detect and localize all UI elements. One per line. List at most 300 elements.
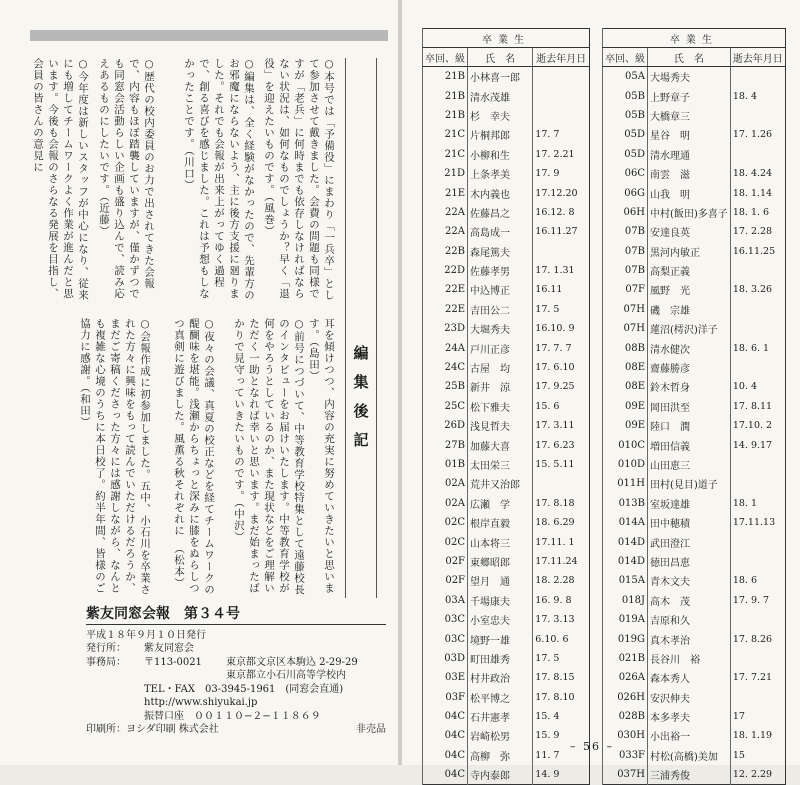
- death-date-cell: [533, 242, 590, 261]
- name-cell: 大堀秀夫: [468, 319, 533, 338]
- class-cell: 07B: [603, 261, 648, 280]
- office-label: 事務局：: [86, 656, 126, 668]
- name-cell: 大橋章三: [648, 106, 731, 125]
- death-date-cell: 17. 9: [533, 164, 590, 183]
- note-paragraph: ○夜々の会議、真夏の校正などを経てチームワークの醍醐味を堪能。浅瀬からちょっと深みに膝をぬらしつつ真剣に遊びました。風薫る秋それぞれに （松本）: [173, 318, 215, 596]
- death-date-cell: [730, 300, 785, 319]
- death-date-cell: 12. 2.29: [730, 765, 785, 785]
- class-cell: 019A: [603, 610, 648, 629]
- address-line: 東京都立小石川高等学校内: [226, 670, 346, 681]
- death-date-cell: 17. 5: [533, 649, 590, 668]
- death-date-cell: 11. 7: [533, 746, 590, 765]
- name-cell: 青木文夫: [648, 571, 731, 590]
- note-paragraph: ○前号につづいて、中等教育学校特集として遠藤校長のインタビューをお届けいたします。中等教育学校が何をやろうとしているのか、また現状などをご理解いただく一助となれば幸いと思います。まだ始まったばかりで見守っていきたいものです。（中沢）: [233, 318, 305, 596]
- name-cell: 杉 幸夫: [468, 106, 533, 125]
- table-row: [423, 319, 590, 338]
- zip-code: 〒113-0021: [144, 656, 202, 668]
- class-cell: 23D: [423, 319, 468, 338]
- death-date-cell: 17.11.24: [533, 552, 590, 571]
- death-date-cell: [730, 319, 785, 338]
- death-date-cell: [533, 106, 590, 125]
- death-date-cell: [730, 261, 785, 280]
- class-cell: 019G: [603, 629, 648, 648]
- table-row: [603, 591, 786, 610]
- class-cell: 03D: [423, 649, 468, 668]
- name-cell: 大場秀夫: [648, 67, 731, 87]
- name-cell: 齋藤勝彦: [648, 358, 731, 377]
- name-cell: 加藤大喜: [468, 435, 533, 454]
- name-cell: 古屋 均: [468, 358, 533, 377]
- table-row: [603, 688, 786, 707]
- class-cell: 02C: [423, 513, 468, 532]
- name-cell: 小室忠夫: [468, 610, 533, 629]
- death-date-cell: [730, 552, 785, 571]
- name-cell: 松平博之: [468, 688, 533, 707]
- name-cell: 南雲 滋: [648, 164, 731, 183]
- name-cell: 小林喜一郎: [468, 67, 533, 87]
- class-cell: 08E: [603, 377, 648, 396]
- name-cell: 佐藤昌之: [468, 203, 533, 222]
- table-row: [423, 591, 590, 610]
- table-row: [423, 552, 590, 571]
- table-row: [423, 532, 590, 551]
- name-cell: 境野一雄: [468, 629, 533, 648]
- left-page: [0, 0, 398, 765]
- name-cell: 松下雅夫: [468, 397, 533, 416]
- class-cell: 014A: [603, 513, 648, 532]
- death-date-cell: 10. 4: [730, 377, 785, 396]
- name-cell: 望月 通: [468, 571, 533, 590]
- name-cell: 山田恵三: [648, 455, 731, 474]
- name-cell: 森尾篤夫: [468, 242, 533, 261]
- name-cell: 清水茂雄: [468, 86, 533, 105]
- class-cell: 021B: [603, 649, 648, 668]
- col-header-name: 氏 名: [468, 48, 533, 67]
- table-row: [603, 610, 786, 629]
- graduates-table-left: [422, 28, 590, 785]
- class-cell: 06C: [603, 164, 648, 183]
- name-cell: 磯 宗雄: [648, 300, 731, 319]
- colophon: [86, 608, 386, 737]
- class-cell: 09E: [603, 416, 648, 435]
- class-cell: 22E: [423, 300, 468, 319]
- name-cell: 山本将三: [468, 532, 533, 551]
- table-row: [603, 513, 786, 532]
- table-row: [423, 765, 590, 785]
- table-row: [603, 164, 786, 183]
- class-cell: 22E: [423, 280, 468, 299]
- death-date-cell: 17. 2.28: [730, 222, 785, 241]
- name-cell: 佐藤孝男: [468, 261, 533, 280]
- name-cell: 岡田洪至: [648, 397, 731, 416]
- class-cell: 09E: [603, 397, 648, 416]
- table-row: [603, 532, 786, 551]
- name-cell: 寺内泰郎: [468, 765, 533, 785]
- class-cell: 21D: [423, 164, 468, 183]
- name-cell: 黒河内敏正: [648, 242, 731, 261]
- class-cell: 04C: [423, 746, 468, 765]
- death-date-cell: [730, 532, 785, 551]
- name-cell: 増田信義: [648, 435, 731, 454]
- name-cell: 森本秀人: [648, 668, 731, 687]
- name-cell: 武田澄江: [648, 532, 731, 551]
- right-page: [402, 0, 800, 783]
- class-cell: 21C: [423, 145, 468, 164]
- table-row: [603, 222, 786, 241]
- table-row: [423, 474, 590, 493]
- name-cell: 片桐邦郎: [468, 125, 533, 144]
- header-bar: [30, 30, 388, 41]
- table-row: [423, 183, 590, 202]
- death-date-cell: 17.11. 1: [533, 532, 590, 551]
- class-cell: 03E: [423, 668, 468, 687]
- name-cell: 荒井又治郎: [468, 474, 533, 493]
- name-cell: 小柳和生: [468, 145, 533, 164]
- table-row: [423, 416, 590, 435]
- class-cell: 02F: [423, 571, 468, 590]
- death-date-cell: 18. 1. 6: [730, 203, 785, 222]
- table-row: [423, 300, 590, 319]
- death-date-cell: 17. 6.10: [533, 358, 590, 377]
- class-cell: 010C: [603, 435, 648, 454]
- tel-fax: TEL・FAX 03-3945-1961 (同窓会直通): [144, 683, 344, 695]
- table-row: [423, 67, 590, 87]
- class-cell: 24C: [423, 358, 468, 377]
- class-cell: 037H: [603, 765, 648, 785]
- name-cell: 戸川正彦: [468, 338, 533, 357]
- death-date-cell: [533, 474, 590, 493]
- class-cell: 21E: [423, 183, 468, 202]
- class-cell: 02A: [423, 494, 468, 513]
- class-cell: 05B: [603, 86, 648, 105]
- name-cell: 清水健次: [648, 338, 731, 357]
- table-row: [603, 300, 786, 319]
- class-cell: 27B: [423, 435, 468, 454]
- table-row: [423, 261, 590, 280]
- col-header-class: 卒回、級: [423, 48, 468, 67]
- class-cell: 07H: [603, 319, 648, 338]
- class-cell: 07B: [603, 222, 648, 241]
- death-date-cell: [730, 106, 785, 125]
- death-date-cell: 17. 2.21: [533, 145, 590, 164]
- class-cell: 05D: [603, 145, 648, 164]
- name-cell: 広瀬 学: [468, 494, 533, 513]
- col-header-date: 逝去年月日: [533, 48, 590, 67]
- name-cell: 根岸直毅: [468, 513, 533, 532]
- class-cell: 07F: [603, 280, 648, 299]
- death-date-cell: 15. 6: [533, 397, 590, 416]
- class-cell: 011H: [603, 474, 648, 493]
- table-row: [423, 668, 590, 687]
- table-row: [603, 416, 786, 435]
- death-date-cell: 18. 2.28: [533, 571, 590, 590]
- name-cell: 真木孝治: [648, 629, 731, 648]
- name-cell: 新井 涼: [468, 377, 533, 396]
- col-header-name: 氏 名: [648, 48, 731, 67]
- table-row: [603, 145, 786, 164]
- table-row: [603, 106, 786, 125]
- table-section-title: 卒業生: [423, 29, 590, 48]
- name-cell: 高柳 弥: [468, 746, 533, 765]
- name-cell: 蓮沼(樗沢)洋子: [648, 319, 731, 338]
- table-row: [423, 435, 590, 454]
- name-cell: 星谷 明: [648, 125, 731, 144]
- note-paragraph: ○歴代の校内委員のお力で出されてきた会報で、内容もほぼ踏襲していますが、僅かずつでも同窓会活動らしい企画も盛り込んで、読み応えあるものにしたいです。（近藤）: [98, 58, 155, 300]
- col-header-date: 逝去年月日: [730, 48, 785, 67]
- col-header-class: 卒回、級: [603, 48, 648, 67]
- website-url: http://www.shiyukai.jp: [144, 697, 258, 708]
- death-date-cell: 17. 1.31: [533, 261, 590, 280]
- name-cell: 室坂達雄: [648, 494, 731, 513]
- table-section-title: 卒業生: [603, 29, 786, 48]
- class-cell: 03A: [423, 591, 468, 610]
- table-row: [603, 397, 786, 416]
- death-date-cell: 18. 6. 1: [730, 338, 785, 357]
- class-cell: 014D: [603, 532, 648, 551]
- name-cell: 安沢伸夫: [648, 688, 731, 707]
- death-date-cell: 18. 1: [730, 494, 785, 513]
- death-date-cell: 16.11.25: [730, 242, 785, 261]
- class-cell: 05A: [603, 67, 648, 87]
- name-cell: 木内義也: [468, 183, 533, 202]
- name-cell: 安達良英: [648, 222, 731, 241]
- death-date-cell: 14. 9: [533, 765, 590, 785]
- table-row: [603, 571, 786, 590]
- class-cell: 21B: [423, 67, 468, 87]
- table-row: [423, 164, 590, 183]
- class-cell: 030H: [603, 726, 648, 745]
- name-cell: 陸口 潤: [648, 416, 731, 435]
- class-cell: 015A: [603, 571, 648, 590]
- table-row: [603, 338, 786, 357]
- class-cell: 013B: [603, 494, 648, 513]
- name-cell: 三浦秀俊: [648, 765, 731, 785]
- death-date-cell: 14. 9.17: [730, 435, 785, 454]
- class-cell: 22A: [423, 203, 468, 222]
- class-cell: 25B: [423, 377, 468, 396]
- death-date-cell: 17. 7.21: [730, 668, 785, 687]
- death-date-cell: 18. 3.26: [730, 280, 785, 299]
- death-date-cell: 17.11.13: [730, 513, 785, 532]
- table-row: [603, 242, 786, 261]
- table-row: [603, 183, 786, 202]
- table-row: [423, 338, 590, 357]
- death-date-cell: 18. 1.14: [730, 183, 785, 202]
- table-row: [423, 571, 590, 590]
- class-cell: 08B: [603, 338, 648, 357]
- class-cell: 05B: [603, 106, 648, 125]
- death-date-cell: 17.12.20: [533, 183, 590, 202]
- death-date-cell: 17. 8.11: [730, 397, 785, 416]
- table-row: [603, 86, 786, 105]
- table-row: [603, 474, 786, 493]
- death-date-cell: [730, 455, 785, 474]
- death-date-cell: 17.10. 2: [730, 416, 785, 435]
- class-cell: 21B: [423, 86, 468, 105]
- table-row: [423, 377, 590, 396]
- name-cell: 村松(高橋)美加: [648, 746, 731, 765]
- death-date-cell: 16. 9. 8: [533, 591, 590, 610]
- death-date-cell: 15. 9: [533, 726, 590, 745]
- class-cell: 03C: [423, 610, 468, 629]
- class-cell: 05D: [603, 125, 648, 144]
- name-cell: 浅見哲夫: [468, 416, 533, 435]
- table-row: [423, 397, 590, 416]
- name-cell: 高木 茂: [648, 591, 731, 610]
- table-row: [423, 125, 590, 144]
- class-cell: 24A: [423, 338, 468, 357]
- page-number: – 56 –: [570, 740, 614, 753]
- table-row: [603, 649, 786, 668]
- death-date-cell: 6.10. 6: [533, 629, 590, 648]
- table-row: [603, 280, 786, 299]
- class-cell: 22D: [423, 261, 468, 280]
- note-paragraph: ○本号では「予備役」にまわり「一兵卒」として参加させて戴きました。会費の問題も同様ですが「老兵」に何時までも依存しなければならない状況は、如何なものでしょうか？早く「退役」を迎えたいものです。（風巻）: [263, 58, 335, 301]
- graduates-table-right: [602, 28, 786, 785]
- name-cell: 岩崎松男: [468, 726, 533, 745]
- death-date-cell: 16.10. 9: [533, 319, 590, 338]
- name-cell: 太田栄三: [468, 455, 533, 474]
- class-cell: 07B: [603, 242, 648, 261]
- death-date-cell: [730, 67, 785, 87]
- table-row: [603, 435, 786, 454]
- name-cell: 高島成一: [468, 222, 533, 241]
- death-date-cell: [533, 67, 590, 87]
- table-row: [423, 280, 590, 299]
- table-row: [603, 455, 786, 474]
- name-cell: 町田雄秀: [468, 649, 533, 668]
- class-cell: 07H: [603, 300, 648, 319]
- table-row: [603, 726, 786, 745]
- name-cell: 上条孝美: [468, 164, 533, 183]
- death-date-cell: [730, 649, 785, 668]
- class-cell: 010D: [603, 455, 648, 474]
- name-cell: 中込博正: [468, 280, 533, 299]
- table-row: [423, 707, 590, 726]
- death-date-cell: 17. 9. 7: [730, 591, 785, 610]
- class-cell: 033F: [603, 746, 648, 765]
- class-cell: 21B: [423, 106, 468, 125]
- name-cell: 田中穂積: [648, 513, 731, 532]
- class-cell: 06G: [603, 183, 648, 202]
- table-row: [423, 455, 590, 474]
- name-cell: 風野 光: [648, 280, 731, 299]
- table-row: [603, 203, 786, 222]
- note-paragraph: ○会報作成に初参加しました。五中、小石川を卒業された方々に興味をもって読んでいただけるだろうか、まだご寄稿くださった方々には感謝しながら、なんとも複雑な心境のうちに本日校了。約半年間、皆様のご協力に感謝。（和田）: [79, 318, 151, 596]
- table-row: [423, 106, 590, 125]
- table-row: [423, 358, 590, 377]
- table-row: [423, 746, 590, 765]
- name-cell: 山我 明: [648, 183, 731, 202]
- death-date-cell: [730, 688, 785, 707]
- class-cell: 22A: [423, 222, 468, 241]
- table-row: [603, 765, 786, 785]
- table-row: [423, 222, 590, 241]
- name-cell: 村井政治: [468, 668, 533, 687]
- class-cell: 026H: [603, 688, 648, 707]
- editor-note-heading: 編集後記: [345, 58, 377, 598]
- class-cell: 018J: [603, 591, 648, 610]
- death-date-cell: 15. 5.11: [533, 455, 590, 474]
- death-date-cell: 16.11: [533, 280, 590, 299]
- name-cell: 清水理通: [648, 145, 731, 164]
- death-date-cell: [730, 145, 785, 164]
- note-paragraph: ○今年度は新しいスタッフが中心になり、従来にも増してチームワークよく作業が進んだと思います。今後も会報のさらなる発展を目指し、会員の皆さんの意見に: [32, 58, 89, 301]
- death-date-cell: 17. 1.26: [730, 125, 785, 144]
- death-date-cell: 17. 7: [533, 125, 590, 144]
- death-date-cell: 16.11.27: [533, 222, 590, 241]
- class-cell: 22B: [423, 242, 468, 261]
- class-cell: 25C: [423, 397, 468, 416]
- note-paragraph: 耳を傾けつつ、内容の充実に努めていきたいと思います。（島田）: [308, 318, 335, 594]
- name-cell: 千場康夫: [468, 591, 533, 610]
- class-cell: 26D: [423, 416, 468, 435]
- death-date-cell: [730, 474, 785, 493]
- death-date-cell: 17: [730, 707, 785, 726]
- death-date-cell: 17. 7. 7: [533, 338, 590, 357]
- table-row: [603, 552, 786, 571]
- table-row: [423, 610, 590, 629]
- death-date-cell: 17. 3.13: [533, 610, 590, 629]
- death-date-cell: 17. 8.26: [730, 629, 785, 648]
- death-date-cell: [730, 358, 785, 377]
- table-row: [603, 358, 786, 377]
- class-cell: 028B: [603, 707, 648, 726]
- class-cell: 04C: [423, 707, 468, 726]
- class-cell: 03F: [423, 688, 468, 707]
- death-date-cell: 18. 4.24: [730, 164, 785, 183]
- class-cell: 04C: [423, 726, 468, 745]
- table-row: [603, 377, 786, 396]
- table-row: [423, 145, 590, 164]
- table-row: [603, 668, 786, 687]
- table-row: [423, 203, 590, 222]
- table-row: [603, 746, 786, 765]
- death-date-cell: 17. 8.15: [533, 668, 590, 687]
- postal-transfer: 振替口座 ００１１０−２−１１８６９: [144, 710, 321, 722]
- death-date-cell: [533, 86, 590, 105]
- table-row: [423, 726, 590, 745]
- name-cell: 石井憲孝: [468, 707, 533, 726]
- table-row: [423, 513, 590, 532]
- table-row: [423, 629, 590, 648]
- name-cell: 上野章子: [648, 86, 731, 105]
- name-cell: 長谷川 裕: [648, 649, 731, 668]
- colophon-title: 紫友同窓会報 第３４号: [86, 608, 386, 625]
- table-row: [603, 707, 786, 726]
- name-cell: 吉原和久: [648, 610, 731, 629]
- class-cell: 04C: [423, 765, 468, 785]
- name-cell: 鈴木哲身: [648, 377, 731, 396]
- class-cell: 02A: [423, 474, 468, 493]
- class-cell: 014D: [603, 552, 648, 571]
- death-date-cell: 15: [730, 746, 785, 765]
- name-cell: 東郷昭郎: [468, 552, 533, 571]
- class-cell: 06H: [603, 203, 648, 222]
- death-date-cell: 17. 8.18: [533, 494, 590, 513]
- name-cell: 本多孝夫: [648, 707, 731, 726]
- note-paragraph: ○編集は、全く経験がなかったので、先輩方のお邪魔にならないよう、主に後方支援に廻りました。それでも会報が出来上がってゆく過程で、創る喜びを感じました。これは予想もしなかったことです。（川口）: [183, 58, 255, 301]
- publisher-label: 発行所：: [86, 643, 126, 654]
- table-row: [603, 261, 786, 280]
- issue-date: 平成１８年９月１０日発行: [86, 629, 206, 641]
- name-cell: 中村(飯田)多喜子: [648, 203, 731, 222]
- name-cell: 小出裕一: [648, 726, 731, 745]
- table-row: [603, 494, 786, 513]
- class-cell: 02F: [423, 552, 468, 571]
- death-date-cell: 17. 6.23: [533, 435, 590, 454]
- name-cell: 田村(見目)道子: [648, 474, 731, 493]
